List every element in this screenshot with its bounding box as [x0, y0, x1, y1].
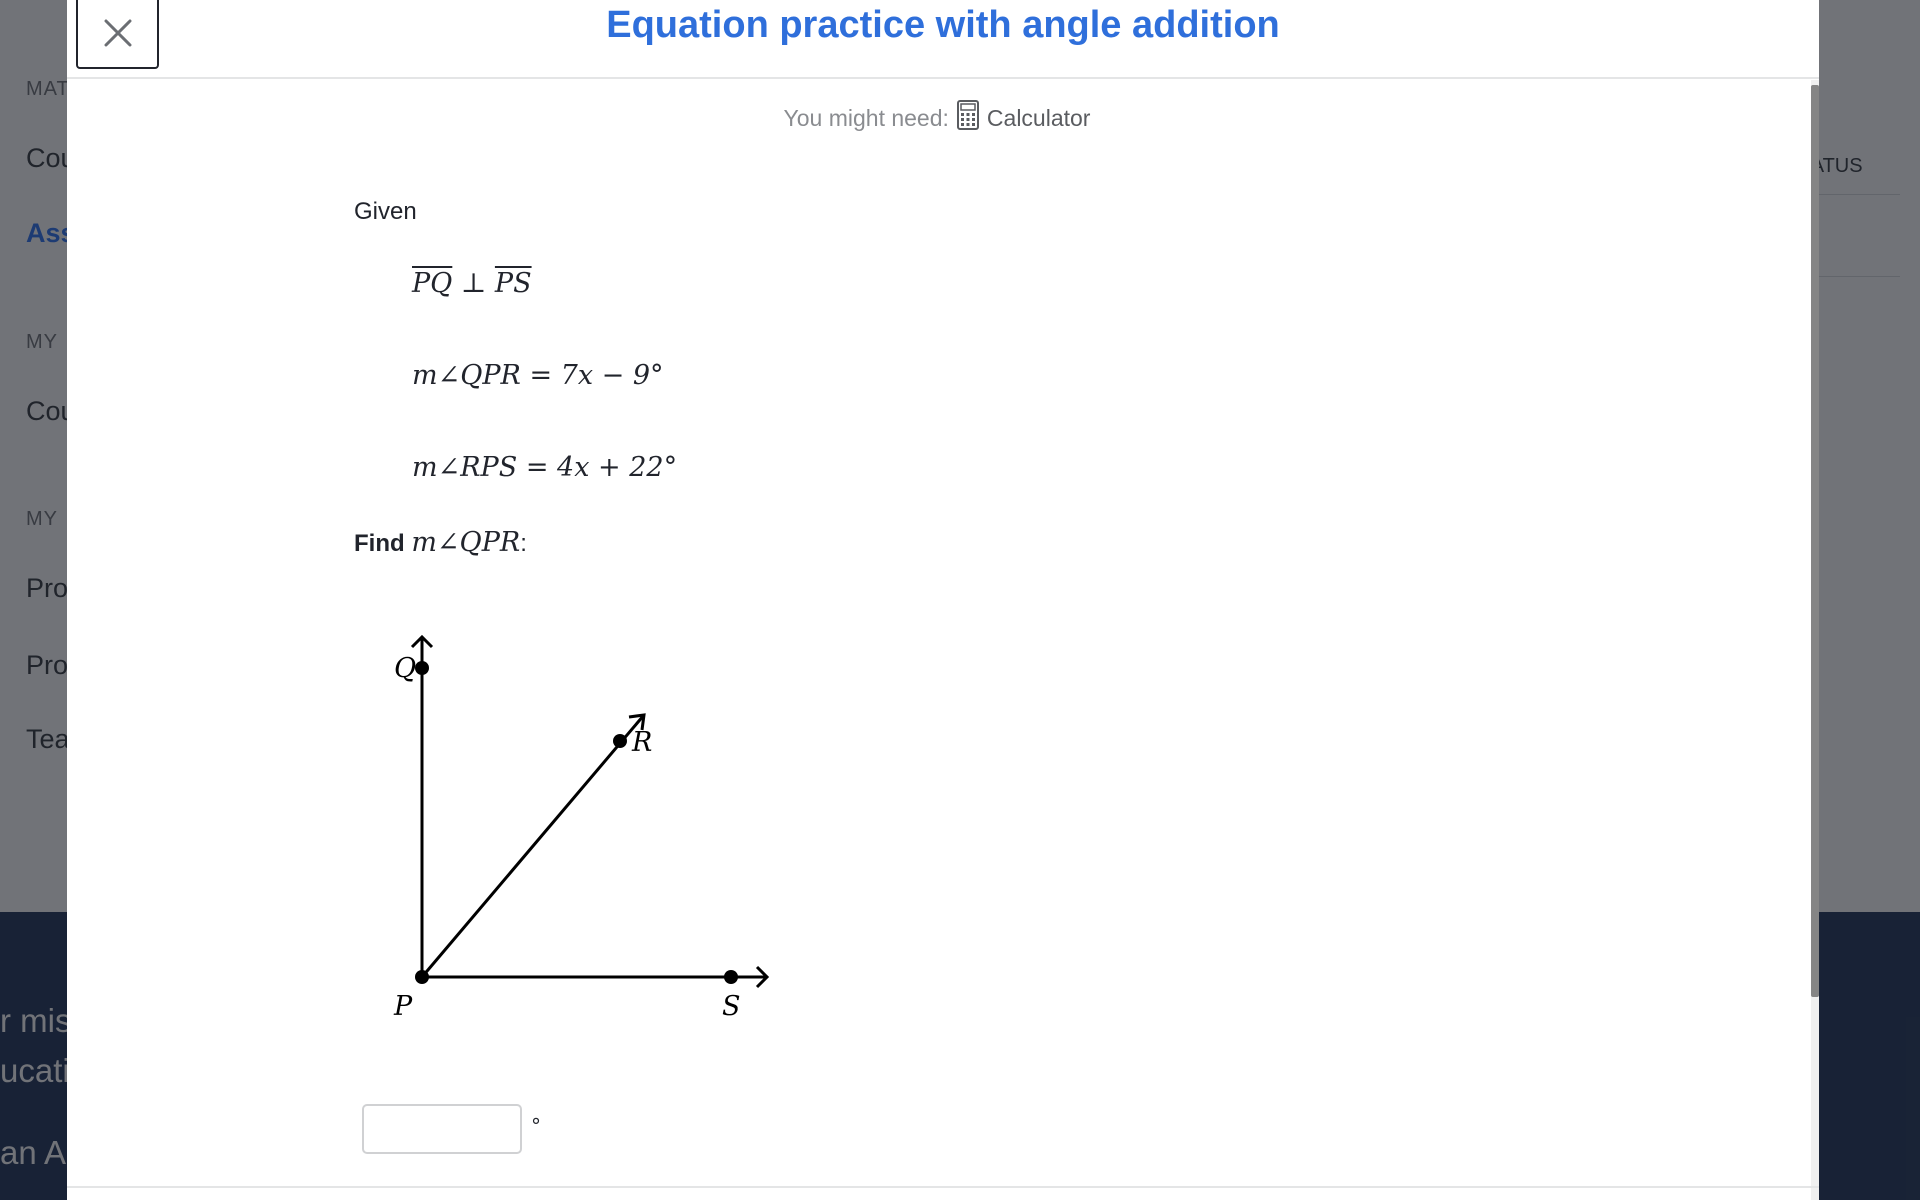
calculator-link[interactable]: Calculator — [986, 104, 1091, 131]
label-r: R — [632, 727, 653, 758]
modal-title: Equation practice with angle addition — [606, 4, 1280, 46]
exercise-modal — [67, 0, 1819, 1200]
angle-qpr-expr: m∠QPR — [412, 360, 521, 391]
point-q — [415, 661, 429, 675]
close-button[interactable] — [76, 0, 159, 69]
label-p: P — [394, 991, 413, 1022]
find-colon: : — [520, 530, 527, 557]
point-p — [415, 970, 429, 984]
scrollbar-thumb[interactable] — [1811, 85, 1819, 997]
segment-ps: $\overline{PS}$ — [494, 268, 532, 299]
given-label: Given — [354, 198, 417, 225]
modal-footer-divider — [67, 1186, 1819, 1188]
equals-sign: = — [525, 452, 549, 483]
angle-diagram — [367, 615, 847, 1035]
given-angle-rps — [412, 452, 677, 483]
segment-pq: $\overline{PQ}$ — [412, 268, 453, 299]
label-q: Q — [394, 653, 417, 684]
perpendicular-symbol: ⊥ — [460, 268, 487, 299]
angle-rps-expr: m∠RPS — [412, 452, 518, 483]
degree-unit: ° — [531, 1114, 541, 1138]
find-label: Find — [354, 530, 405, 557]
find-prompt — [354, 527, 527, 558]
might-need-label: You might need: — [783, 104, 949, 131]
given-perpendicular — [412, 268, 532, 299]
answer-input[interactable] — [362, 1104, 522, 1154]
equals-sign: = — [529, 360, 553, 391]
ray-pr — [422, 715, 644, 977]
angle-qpr-value: 7x − 9° — [560, 360, 664, 391]
point-r — [613, 734, 627, 748]
find-expression: m∠QPR — [411, 527, 521, 558]
label-s: S — [722, 991, 741, 1022]
close-icon — [103, 18, 133, 48]
calculator-icon[interactable] — [957, 100, 979, 136]
point-s — [724, 970, 738, 984]
might-need-row — [67, 100, 1807, 136]
given-angle-qpr — [412, 360, 664, 391]
angle-rps-value: 4x + 22° — [557, 452, 678, 483]
modal-header — [67, 0, 1819, 79]
